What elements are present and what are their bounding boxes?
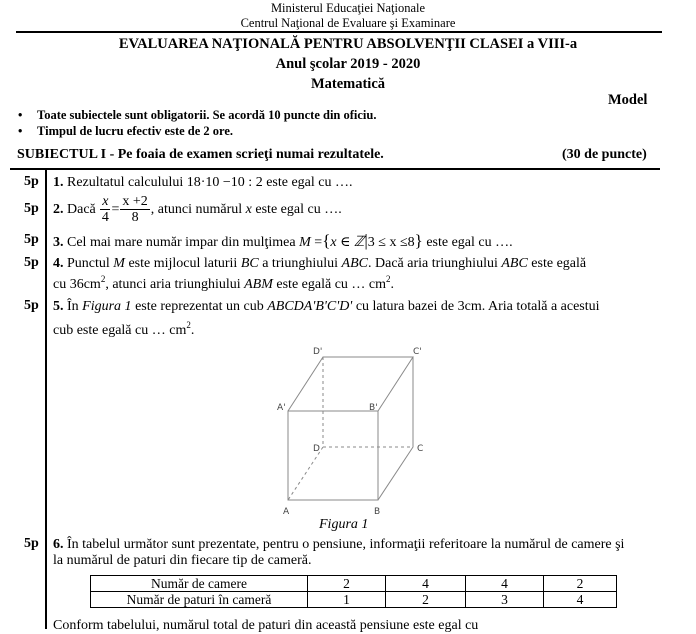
question-6-line-2: la numărul de paturi din fiecare tip de cameră. — [53, 553, 312, 568]
question-points: 5p — [24, 298, 39, 313]
row-label: Număr de camere — [91, 576, 308, 592]
table-cell: 3 — [466, 592, 544, 608]
question-1: 1. Rezultatul calculului 18·10 −10 : 2 este egal cu …. — [53, 175, 353, 190]
vertex-label-b: B — [374, 507, 381, 517]
table-cell: 4 — [544, 592, 617, 608]
table-cell: 4 — [466, 576, 544, 592]
subject-title: Matematică — [310, 76, 386, 92]
question-points: 5p — [24, 232, 39, 247]
points-column-divider — [45, 169, 47, 629]
vertex-label-a-prime: A' — [277, 403, 286, 413]
cube-right-edges — [378, 357, 413, 500]
table-cell: 2 — [544, 576, 617, 592]
question-points: 5p — [24, 255, 39, 270]
vertex-label-b-prime: B' — [369, 403, 378, 413]
row-label: Număr de paturi în cameră — [91, 592, 308, 608]
instruction-item: • Toate subiectele sunt obligatorii. Se acordă 10 puncte din oficiu. — [18, 108, 377, 122]
school-year: Anul şcolar 2019 - 2020 — [275, 56, 421, 72]
question-points: 5p — [24, 174, 39, 189]
question-3: 3. Cel mai mare număr impar din mulţimea M ={x ∈ ℤ|3 ≤ x ≤8} este egal cu …. — [53, 231, 513, 250]
vertex-label-a: A — [283, 507, 290, 517]
section-title: SUBIECTUL I - Pe foaia de examen scrieţi numai rezultatele. — [17, 147, 384, 162]
exam-title: EVALUAREA NAŢIONALĂ PENTRU ABSOLVENŢII CLASEI a VIII-a — [118, 36, 578, 52]
vertex-label-d: D — [313, 444, 320, 454]
section-points: (30 de puncte) — [562, 147, 647, 162]
question-points: 5p — [24, 536, 39, 551]
table-cell: 2 — [386, 592, 466, 608]
table-row — [91, 576, 617, 592]
table-cell: 2 — [308, 576, 386, 592]
cube-top-edges — [288, 357, 413, 411]
question-4-line-2: cu $36cm^2$, atunci aria triunghiului ABM este egală cu … $cm^2$. — [53, 274, 395, 292]
section-rule — [10, 168, 660, 170]
ministry-name: Ministerul Educaţiei Naţionale — [270, 1, 426, 15]
vertex-label-d-prime: D' — [313, 347, 323, 357]
question-5-line-2: cub este egală cu … $cm^2$. — [53, 320, 195, 338]
fraction-x-plus-2-over-8: $\frac{x +2}{8}$ — [122, 194, 148, 226]
cube-front-face — [288, 411, 378, 500]
table-cell: 4 — [386, 576, 466, 592]
cube-figure — [270, 342, 440, 522]
center-name: Centrul Naţional de Evaluare şi Examinare — [240, 16, 456, 30]
question-2: 2. Dacă $\frac{x}{4}$ = $\frac{x +2}{8}$ , atunci numărul x este egal cu …. — [53, 194, 342, 226]
question-6-line-3: Conform tabelului, numărul total de paturi din această pensiune este egal cu — [53, 618, 479, 633]
header-rule — [16, 31, 662, 33]
question-6: 6. În tabelul următor sunt prezentate, pentru o pensiune, informaţii referitoare la numărul de camere şi — [53, 537, 625, 552]
bullet-icon: • — [18, 108, 23, 122]
model-label: Model — [608, 92, 648, 108]
cube-hidden-edges — [288, 357, 413, 500]
vertex-label-c-prime: C' — [413, 347, 422, 357]
instruction-item: • Timpul de lucru efectiv este de 2 ore. — [18, 124, 234, 138]
table-cell: 1 — [308, 592, 386, 608]
bullet-icon: • — [18, 124, 23, 138]
vertex-label-c: C — [417, 444, 424, 454]
figure-caption: Figura 1 — [319, 517, 369, 532]
table-row — [91, 592, 617, 608]
question-5: 5. În Figura 1 este reprezentat un cub ABCDA'B'C'D' cu latura bazei de 3cm. Aria totală a acestui — [53, 299, 600, 314]
question-4: 4. Punctul M este mijlocul laturii BC a triunghiului ABC. Dacă aria triunghiului ABC este egală — [53, 256, 587, 271]
rooms-beds-table — [90, 575, 617, 608]
fraction-x-over-4: $\frac{x}{4}$ — [101, 194, 109, 226]
question-points: 5p — [24, 201, 39, 216]
